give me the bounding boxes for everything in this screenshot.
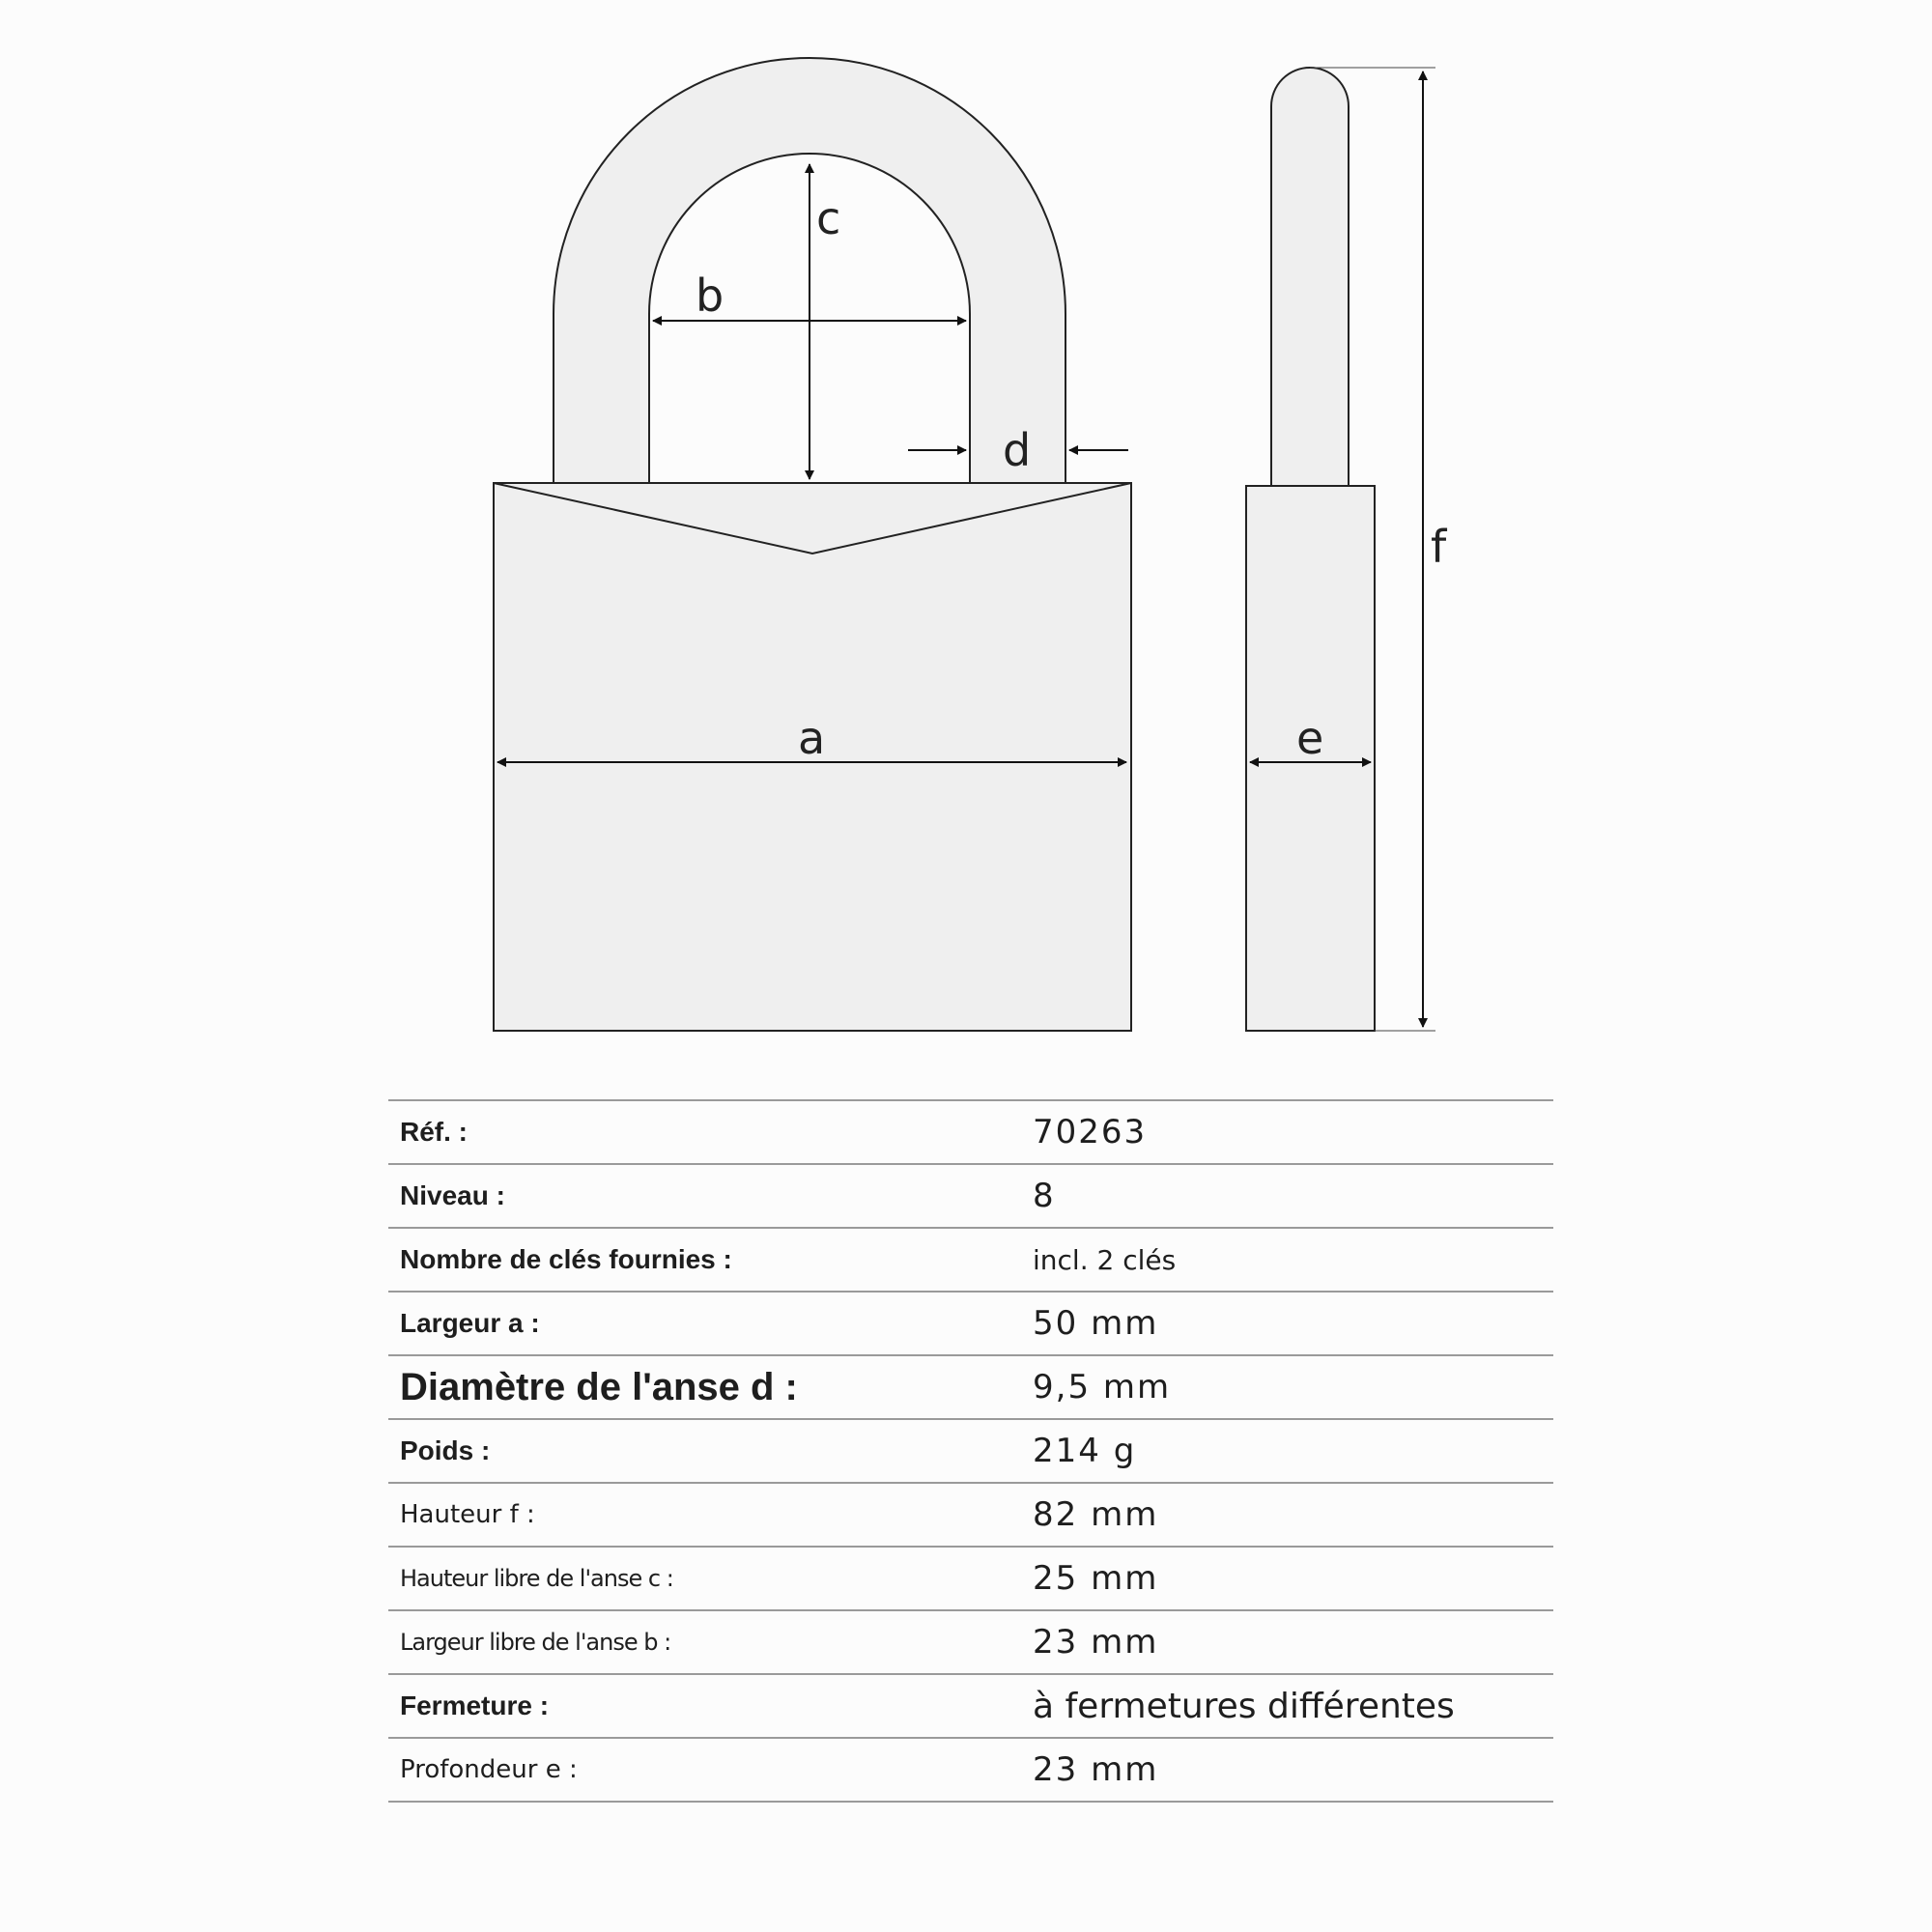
label-b: b	[696, 270, 724, 322]
label-e: e	[1296, 712, 1324, 764]
spec-label: Diamètre de l'anse d :	[400, 1365, 798, 1408]
spec-row-reference	[388, 1100, 1553, 1164]
spec-row-level	[388, 1164, 1553, 1228]
spec-label: Fermeture :	[400, 1690, 550, 1720]
spec-row-weight	[388, 1419, 1553, 1483]
spec-value: 23 mm	[1033, 1623, 1159, 1662]
spec-value: 23 mm	[1033, 1750, 1159, 1789]
spec-label: Profondeur e :	[400, 1755, 578, 1784]
label-d: d	[1003, 424, 1032, 476]
spec-label: Largeur a :	[400, 1308, 540, 1338]
label-c: c	[816, 192, 841, 244]
spec-row-height-f	[388, 1483, 1553, 1547]
spec-row-shackle-diameter-d	[388, 1355, 1553, 1419]
spec-row-keys	[388, 1228, 1553, 1292]
spec-value: 8	[1033, 1177, 1056, 1215]
spec-label: Poids :	[400, 1435, 491, 1465]
spec-label: Réf. :	[400, 1117, 468, 1147]
spec-label: Niveau :	[400, 1180, 505, 1210]
spec-value: 9,5 mm	[1033, 1368, 1172, 1406]
spec-label: Nombre de clés fournies :	[400, 1244, 732, 1274]
spec-row-shackle-clearance-c	[388, 1547, 1553, 1610]
label-f: f	[1431, 521, 1447, 573]
spec-value: incl. 2 clés	[1033, 1243, 1177, 1276]
label-a: a	[798, 712, 826, 764]
spec-label: Hauteur f :	[400, 1500, 535, 1529]
spec-value: 70263	[1033, 1113, 1148, 1151]
spec-value: à fermetures différentes	[1033, 1686, 1455, 1726]
spec-label: Hauteur libre de l'anse c :	[400, 1565, 673, 1592]
shackle-side	[1271, 68, 1349, 486]
spec-value: 214 g	[1033, 1432, 1137, 1470]
spec-row-shackle-width-b	[388, 1610, 1553, 1674]
spec-row-width-a	[388, 1292, 1553, 1355]
spec-label: Largeur libre de l'anse b :	[400, 1629, 671, 1656]
spec-value: 82 mm	[1033, 1495, 1159, 1534]
spec-row-depth-e	[388, 1738, 1553, 1802]
specification-table	[388, 1099, 1553, 1803]
spec-value: 25 mm	[1033, 1559, 1159, 1598]
spec-value: 50 mm	[1033, 1304, 1159, 1343]
spec-row-locking	[388, 1674, 1553, 1738]
